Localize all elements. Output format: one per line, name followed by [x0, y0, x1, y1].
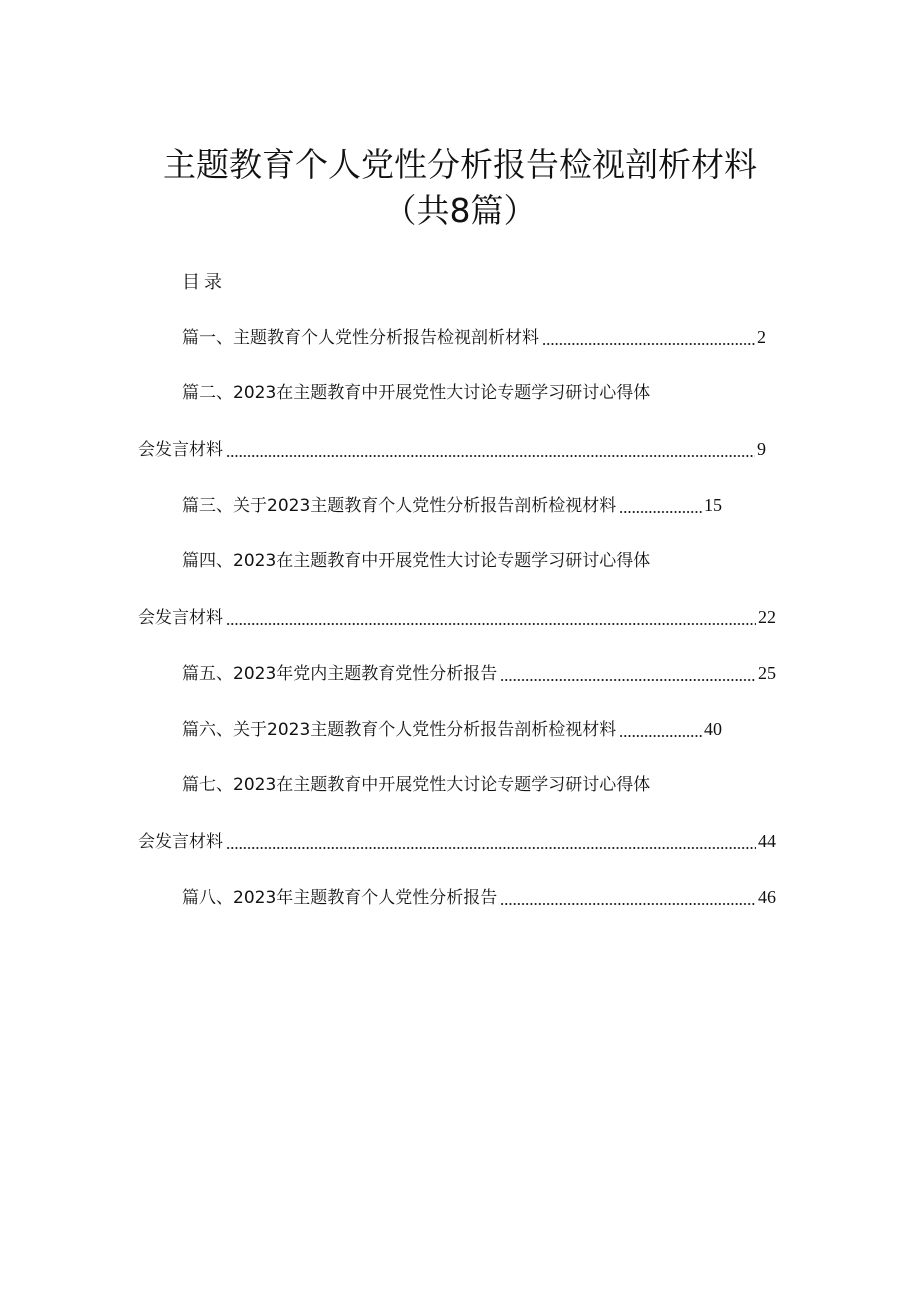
toc-entry-7-title: 会发言材料: [138, 832, 223, 852]
toc-entry-4-title: 会发言材料: [138, 608, 223, 628]
toc-leader-dots: [619, 510, 702, 514]
document-title-line-1: 主题教育个人党性分析报告检视剖析材料: [163, 145, 757, 184]
toc-entry-8-title: 篇八、2023年主题教育个人党性分析报告: [182, 888, 498, 908]
toc-leader-dots: [619, 734, 702, 738]
toc-leader-dots: [500, 902, 756, 906]
toc-entry-7[interactable]: [138, 828, 776, 855]
toc-leader-dots: [500, 678, 756, 682]
toc-entry-6[interactable]: [182, 716, 722, 743]
toc-entry-4-line-1[interactable]: 篇四、2023在主题教育中开展党性大讨论专题学习研讨心得体: [182, 551, 651, 571]
document-title-line-2: （共8篇）: [383, 191, 537, 230]
toc-entry-7-page: 44: [758, 831, 776, 851]
toc-entry-4[interactable]: [138, 604, 776, 631]
toc-entry-3[interactable]: [182, 492, 722, 519]
toc-entry-2-page: 9: [757, 439, 766, 459]
toc-heading: 目录: [182, 272, 226, 293]
toc-entry-1-title: 篇一、主题教育个人党性分析报告检视剖析材料: [182, 328, 539, 348]
toc-entry-2[interactable]: [138, 436, 766, 463]
toc-entry-8[interactable]: [182, 884, 776, 911]
toc-entry-2-line-1[interactable]: 篇二、2023在主题教育中开展党性大讨论专题学习研讨心得体: [182, 383, 651, 403]
toc-entry-7-line-1[interactable]: 篇七、2023在主题教育中开展党性大讨论专题学习研讨心得体: [182, 775, 651, 795]
toc-entry-4-page: 22: [758, 607, 776, 627]
toc-entry-5[interactable]: [182, 660, 776, 687]
toc-entry-1-page: 2: [757, 327, 766, 347]
toc-entry-5-page: 25: [758, 663, 776, 683]
toc-entry-8-page: 46: [758, 887, 776, 907]
toc-entry-6-page: 40: [704, 719, 722, 739]
toc-entry-3-page: 15: [704, 495, 722, 515]
toc-entry-5-title: 篇五、2023年党内主题教育党性分析报告: [182, 664, 498, 684]
toc-entry-2-title: 会发言材料: [138, 440, 223, 460]
toc-leader-dots: [226, 846, 756, 850]
toc-leader-dots: [542, 342, 755, 346]
toc-entry-1[interactable]: [182, 324, 766, 351]
toc-leader-dots: [226, 622, 756, 626]
toc-entry-3-title: 篇三、关于2023主题教育个人党性分析报告剖析检视材料: [182, 496, 617, 516]
toc-entry-6-title: 篇六、关于2023主题教育个人党性分析报告剖析检视材料: [182, 720, 617, 740]
toc-leader-dots: [226, 454, 755, 458]
